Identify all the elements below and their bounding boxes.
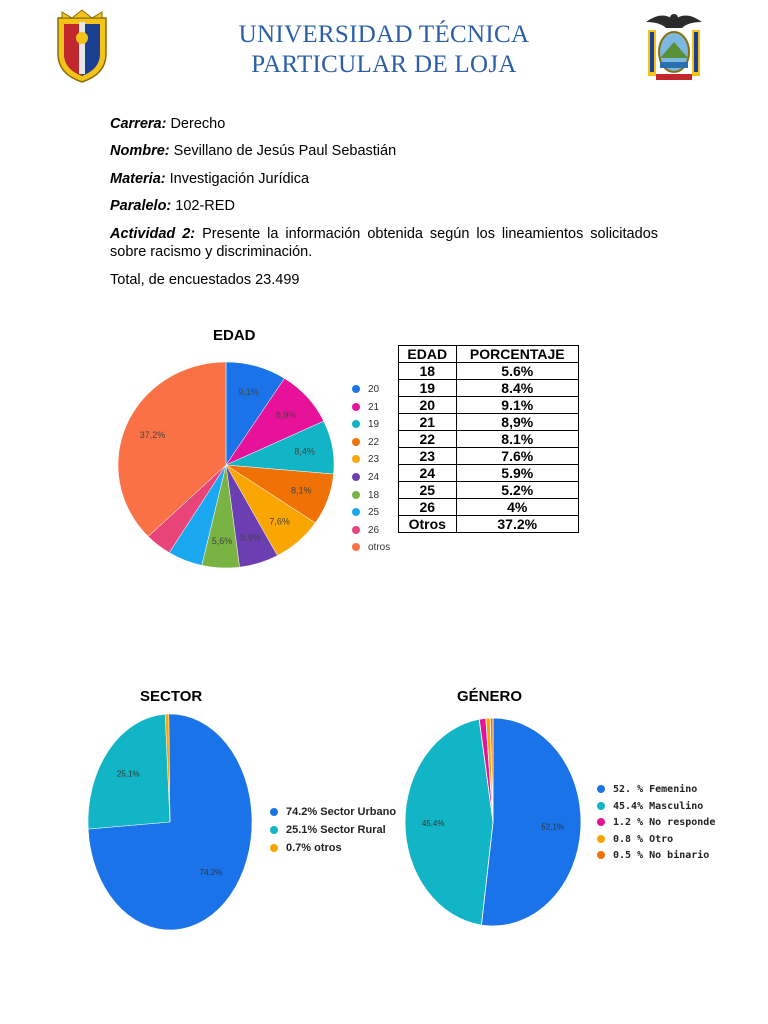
edad-legend-swatch <box>352 403 360 411</box>
age-cell-edad: 21 <box>399 414 457 431</box>
edad-slice-label: 5,9% <box>240 532 261 543</box>
actividad-paragraph <box>110 225 658 261</box>
edad-legend-item <box>352 436 390 454</box>
edad-legend-item <box>352 524 390 542</box>
genero-legend-label: 0.5 % No binario <box>613 850 710 861</box>
edad-slice-label: 8,1% <box>291 485 312 496</box>
edad-legend-swatch <box>352 438 360 446</box>
sector-legend <box>270 805 396 859</box>
age-header-edad: EDAD <box>399 346 457 363</box>
materia-line <box>110 170 658 188</box>
edad-legend-item <box>352 453 390 471</box>
genero-legend-swatch <box>597 818 605 826</box>
edad-legend-label: 18 <box>368 489 380 501</box>
actividad-value: Presente la información obtenida según los lineamientos solicitados sobre racismo y discriminación. <box>110 226 659 260</box>
genero-legend-item <box>597 817 715 834</box>
age-cell-porcentaje: 7.6% <box>456 448 579 465</box>
title-line-2: PARTICULAR DE LOJA <box>251 51 517 78</box>
edad-legend-label: otros <box>368 542 391 554</box>
edad-legend-item <box>352 383 390 401</box>
sector-legend-item <box>270 841 396 859</box>
genero-legend-label: 45.4% Masculino <box>613 800 704 812</box>
age-cell-porcentaje: 37.2% <box>456 516 579 533</box>
edad-legend-label: 23 <box>368 454 380 466</box>
age-cell-porcentaje: 5.2% <box>456 482 579 499</box>
age-table-row <box>399 482 579 499</box>
edad-slice-label: 8,9% <box>275 409 297 420</box>
genero-chart-title: GÉNERO <box>457 688 523 705</box>
edad-legend-label: 20 <box>368 384 380 395</box>
sector-legend-swatch <box>270 844 278 852</box>
age-cell-edad: 22 <box>399 431 457 448</box>
age-cell-porcentaje: 5.9% <box>456 465 579 482</box>
edad-legend-swatch <box>352 526 360 534</box>
edad-chart-title: EDAD <box>213 327 256 344</box>
edad-legend-swatch <box>352 385 360 393</box>
actividad-label: Actividad 2: <box>110 226 196 242</box>
age-table-row <box>399 516 579 533</box>
genero-legend-item <box>597 834 715 851</box>
edad-legend-label: 21 <box>368 401 380 413</box>
edad-legend-item <box>352 489 390 507</box>
carrera-value: Derecho <box>170 116 226 132</box>
genero-legend-swatch <box>597 835 605 843</box>
materia-value: Investigación Jurídica <box>169 171 310 187</box>
age-table-row <box>399 499 579 516</box>
nombre-label: Nombre: <box>110 143 170 159</box>
genero-slice-label: 52,1% <box>541 822 565 832</box>
edad-legend-label: 19 <box>368 419 380 431</box>
edad-legend-label: 25 <box>368 507 380 519</box>
sector-legend-label: 25.1% Sector Rural <box>286 824 386 836</box>
genero-slice-label: 45,4% <box>421 818 445 828</box>
edad-legend-label: 26 <box>368 524 380 536</box>
paralelo-value: 102-RED <box>175 198 235 214</box>
age-cell-porcentaje: 8.1% <box>456 431 579 448</box>
age-table-header <box>399 346 579 363</box>
total-respondents: Total, de encuestados 23.499 <box>110 272 300 288</box>
paralelo-label: Paralelo: <box>110 198 172 214</box>
age-cell-porcentaje: 9.1% <box>456 397 579 414</box>
age-cell-edad: 18 <box>399 363 457 380</box>
genero-pie-slice <box>481 718 581 926</box>
age-table-row <box>399 363 579 380</box>
age-cell-edad: 25 <box>399 482 457 499</box>
edad-legend-item <box>352 541 390 559</box>
age-cell-porcentaje: 5.6% <box>456 363 579 380</box>
sector-legend-label: 0.7% otros <box>286 842 342 854</box>
age-table-row <box>399 397 579 414</box>
nombre-value: Sevillano de Jesús Paul Sebastián <box>173 143 397 159</box>
sector-slice-label: 25,1% <box>116 769 140 779</box>
genero-legend-swatch <box>597 851 605 859</box>
edad-legend-item <box>352 418 390 436</box>
edad-slice-label: 37,2% <box>139 430 166 441</box>
edad-legend-label: 22 <box>368 436 380 448</box>
edad-slice-label: 8,4% <box>294 446 315 457</box>
edad-slice-label: 9,1% <box>238 386 259 397</box>
age-cell-edad: 19 <box>399 380 457 397</box>
age-table-row <box>399 465 579 482</box>
title-line-1: UNIVERSIDAD TÉCNICA <box>238 21 530 48</box>
age-cell-porcentaje: 8,9% <box>456 414 579 431</box>
edad-legend-swatch <box>352 420 360 428</box>
edad-legend-item <box>352 471 390 489</box>
age-table <box>398 345 579 533</box>
age-cell-edad: 20 <box>399 397 457 414</box>
edad-legend-swatch <box>352 543 360 551</box>
age-cell-porcentaje: 4% <box>456 499 579 516</box>
genero-legend-item <box>597 850 715 867</box>
age-table-row <box>399 414 579 431</box>
age-table-row <box>399 431 579 448</box>
age-cell-porcentaje: 8.4% <box>456 380 579 397</box>
sector-slice-label: 74,2% <box>199 867 223 877</box>
edad-legend-swatch <box>352 491 360 499</box>
age-cell-edad: Otros <box>399 516 457 533</box>
edad-legend <box>352 383 390 559</box>
genero-pie-slice <box>405 719 493 925</box>
sector-legend-item <box>270 805 396 823</box>
genero-legend-swatch <box>597 802 605 810</box>
edad-legend-item <box>352 401 390 419</box>
edad-legend-swatch <box>352 455 360 463</box>
genero-legend-item <box>597 784 715 801</box>
carrera-label: Carrera: <box>110 116 167 132</box>
sector-legend-label: 74.2% Sector Urbano <box>286 806 397 818</box>
sector-legend-item <box>270 823 396 841</box>
age-table-row <box>399 380 579 397</box>
genero-legend-label: 0.8 % Otro <box>613 833 674 845</box>
age-header-porcentaje: PORCENTAJE <box>456 346 579 363</box>
age-cell-edad: 23 <box>399 448 457 465</box>
sector-legend-swatch <box>270 826 278 834</box>
carrera-line <box>110 115 658 133</box>
genero-legend-label: 1.2 % No responde <box>613 817 716 828</box>
edad-slice-label: 5,6% <box>211 536 233 547</box>
genero-legend-label: 52. % Femenino <box>613 784 698 795</box>
age-cell-edad: 26 <box>399 499 457 516</box>
edad-slice-label: 7,6% <box>269 516 290 527</box>
materia-label: Materia: <box>110 171 166 187</box>
genero-legend-swatch <box>597 785 605 793</box>
edad-legend-item <box>352 506 390 524</box>
edad-legend-swatch <box>352 473 360 481</box>
nombre-line <box>110 142 658 160</box>
page-title <box>0 20 768 80</box>
age-cell-edad: 24 <box>399 465 457 482</box>
sector-chart-title: SECTOR <box>140 688 203 705</box>
edad-legend-label: 24 <box>368 471 380 483</box>
genero-legend <box>597 784 715 867</box>
edad-legend-swatch <box>352 508 360 516</box>
paralelo-line <box>110 197 658 215</box>
genero-legend-item <box>597 801 715 818</box>
age-table-row <box>399 448 579 465</box>
sector-legend-swatch <box>270 808 278 816</box>
